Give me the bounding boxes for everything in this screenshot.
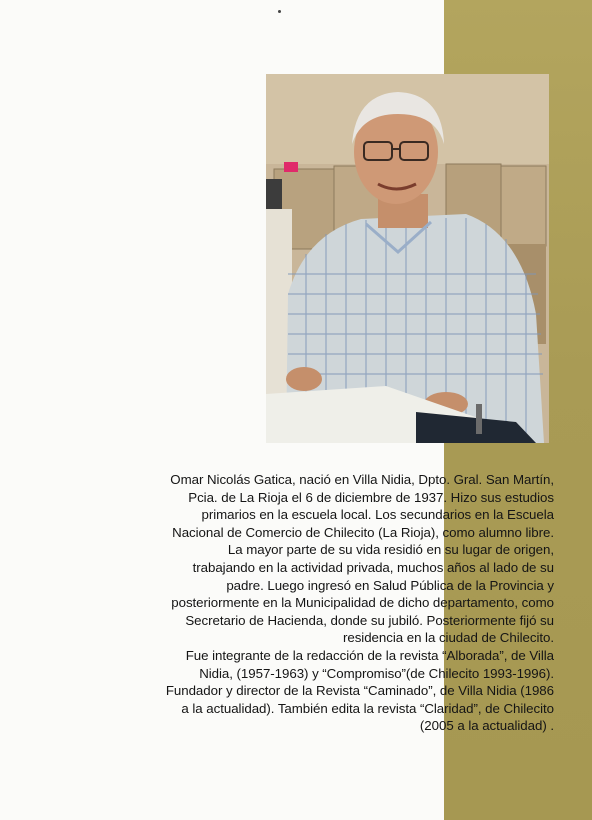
bio-line: Nidia, (1957-1963) y “Compromiso”(de Chilecito 1993-1996).	[199, 665, 554, 681]
bio-line: Omar Nicolás Gatica, nació en Villa Nidia, Dpto. Gral. San Martín,	[170, 472, 554, 487]
bio-line: a la actualidad). También edita la revista “Claridad”, de Chilecito	[181, 700, 554, 716]
bio-line: residencia en la ciudad de Chilecito.	[342, 630, 554, 646]
author-portrait-photo	[266, 74, 549, 443]
bio-line: posteriormente en la Municipalidad de dicho departamento, como	[171, 595, 554, 611]
bio-line: (2005 a la actualidad) .	[419, 718, 554, 734]
bio-line: Fue integrante de la redacción de la revista “Alborada”, de Villa	[185, 647, 554, 663]
biography-text	[70, 471, 554, 735]
bio-line: trabajando en la actividad privada, muchos años al lado de su	[192, 559, 554, 575]
bio-line: La mayor parte de su vida residió en su lugar de origen,	[227, 542, 554, 558]
bio-line: Nacional de Comercio de Chilecito (La Rioja), como alumno libre.	[172, 524, 554, 540]
bio-line: primarios en la escuela local. Los secundarios en la Escuela	[201, 507, 554, 523]
print-dot	[278, 10, 281, 13]
bio-line: Fundador y director de la Revista “Caminado”, de Villa Nidia (1986	[165, 683, 554, 699]
bio-line: Pcia. de La Rioja el 6 de diciembre de 1937. Hizo sus estudios	[188, 489, 554, 505]
bio-line: Secretario de Hacienda, donde su jubiló. Posteriormente fijó su	[185, 612, 554, 628]
bio-line: padre. Luego ingresó en Salud Pública de la Provincia y	[226, 577, 554, 593]
